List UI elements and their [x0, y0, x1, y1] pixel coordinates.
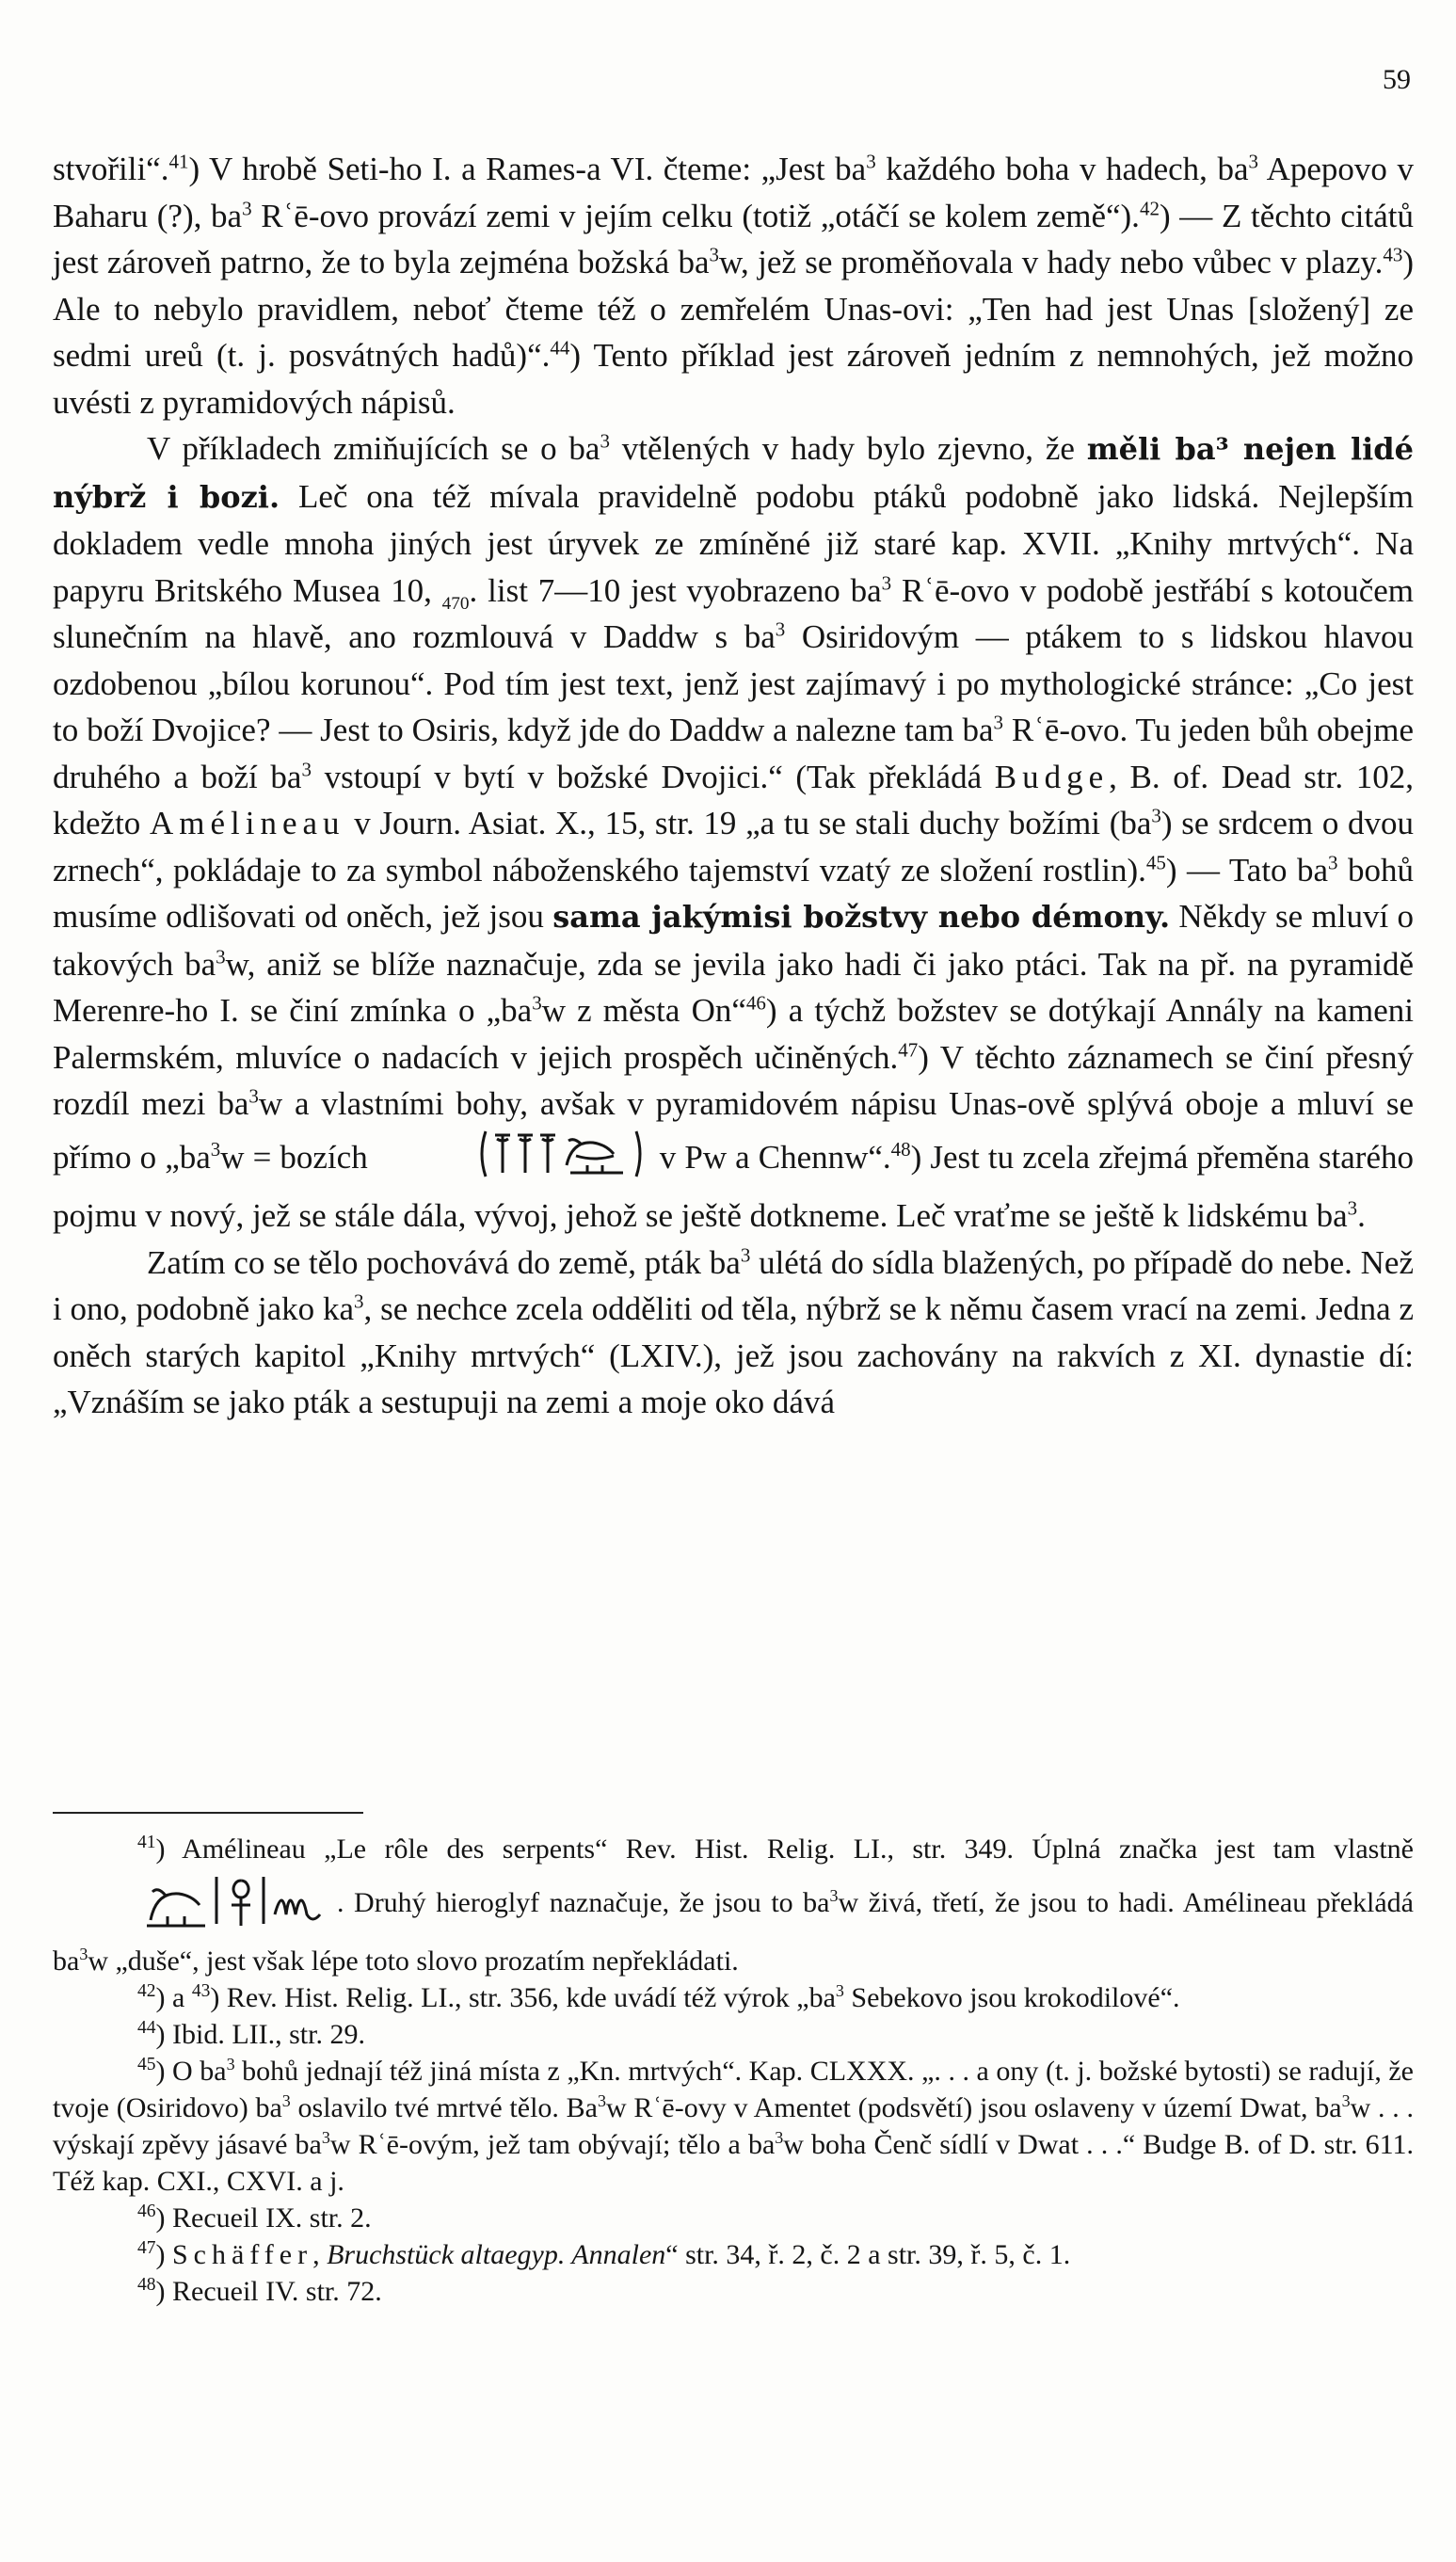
- footnote-42-43: $^{42}$) a $^{43}$) Rev. Hist. Relig. LI., str. 356, kde uvádí též výrok $„ba^3$ Sebekovo jsou krokodilové“.: [137, 1981, 1180, 2013]
- footnote-ref-45: 45: [1145, 850, 1166, 873]
- footnote-ref-44: 44: [550, 336, 570, 360]
- paragraph-3: Zatím co se tělo pochovává do země, pták $ba^3$ ulétá do sídla blažených, po případě do nebe. Než i ono, podobně jako $ka^3$, se nechce zcela odděliti od těla, nýbrž se k němu časem vrací na zemi. Jedna z oněch starých kapitol „Knihy mrtvých“ (LXIV.), jež jsou zachovány na rakvích z XI. dynastie dí: „Vznáším se jako pták a sestupuji na zemi a moje oko dává: [53, 1242, 1414, 1420]
- paragraph-2: V příkladech zmiňujících se o $ba^3$ vtělených v hady bylo zjevno, že měli ba³ nejen lidé nýbrž i bozi. Leč ona též mívala pravidelně podobu ptáků podobně jako lidská. Nejlepším dokladem vedle mnoha jiných jest úryvek ze zmíněné již staré kap. XVII. „Knihy mrtvých“. Na papyru Britského Musea 10, $_{470}$. list 7—10 jest vyobrazeno $ba^3$ Rʿē-ovo v podobě jestřábí s kotoučem slunečním na hlavě, ano rozmlouvá v Daddw s $ba^3$ Osiridovým — ptákem to s lidskou hlavou ozdobenou „bílou korunou“. Pod tím jest text, jenž jest zajímavý i po mythologické stránce: „Co jest to boží Dvojice? — Jest to Osiris, když jde do Daddw a nalezne tam $ba^3$ Rʿē-ovo. Tu jeden bůh obejme druhého a boží $ba^3$ vstoupí v bytí v božské Dvojici.“ (Tak překládá Budge, B. of. Dead str. 102, kdežto Amélineau v Journ. Asiat. X., 15, str. 19 „a tu se stali duchy božími $(ba^3)$ se srdcem o dvou zrnech“, pokládaje to za symbol náboženského tajemství vzatý ze složení rostlin).$^{45}$) — Tato $ba^3$ bohů musíme odlišovati od oněch, jež jsou sama jakýmisi božstvy nebo démony. Někdy se mluví o takových $ba^3w$, aniž se blíže naznačuje, zda se jevila jako hadi či jako ptáci. Tak na př. na pyramidě Merenre-ho I. se činí zmínka o $„ba^3w$ z města On“$^{46}$) a týchž božstev se dotýkají Annály na kameni Palermském, mluvíce o nadacích v jejich prospěch učiněných.$^{47}$) V těchto záznamech se činí přesný rozdíl mezi $ba^3w$ a vlastními bohy, avšak v pyramidovém nápisu Unas-ově splývá oboje a mluví se přímo o $„ba^3w$ = bozích v Pw a Chennw“.$^{48}$) Jest tu zcela zřejmá přeměna starého pojmu v nový, jež se stále dála, vývoj, jehož se ještě dotkneme. Leč vraťme se ještě k lidskému $ba^3$.: [53, 429, 1415, 1234]
- footnote-divider: [53, 1812, 363, 1814]
- main-text: [53, 146, 1414, 1426]
- footnote-ref-43: 43: [1383, 243, 1403, 266]
- footnote-47: $^{47}$) Schäffer, Bruchstück altaegyp. Annalen“ str. 34, ř. 2, č. 2 a str. 39, ř. 5, č. 1.: [137, 2238, 1071, 2270]
- footnote-ref-48: 48: [890, 1137, 911, 1161]
- emphasis-gods-have-ba: měli ba³ nejen lidé nýbrž i bozi.: [53, 431, 1415, 515]
- footnote-41: $^{41}$) Amélineau „Le rôle des serpents“ Rev. Hist. Relig. LI., str. 349. Úplná značka jest tam vlastně . Druhý hieroglyf naznačuje, že jsou to $ba^3w$ živá, třetí, že jsou to hadi. Amélineau překládá $ba^3w$ „duše“, jest však lépe toto slovo prozatím nepřekládati.: [53, 1833, 1414, 1977]
- author-budge: Budge: [994, 758, 1110, 795]
- paragraph-1: stvořili“.$^{41}$) V hrobě Seti-ho I. a Rames-a VI. čteme: „Jest $ba^3$ každého boha v hadech, $ba^3$ Apepovo v Baharu (?), $ba^3$ Rʿē-ovo provází zemi v jejím celku (totiž „otáčí se kolem země“).$^{42}$) — Z těchto citátů jest zároveň patrno, že to byla zejména božská $ba^3w$, jež se proměňovala v hady nebo vůbec v plazy.$^{43}$) Ale to nebylo pravidlem, neboť čteme též o zemřelém Unas-ovi: „Ten had jest Unas [složený] ze sedmi ureů (t. j. posvátných hadů)“.$^{44}$) Tento příklad jest zároveň jedním z nemnohých, jež možno uvésti z pyramidových nápisů.: [53, 150, 1415, 421]
- page-number: 59: [1383, 64, 1411, 95]
- footnote-ref-46: 46: [745, 991, 766, 1015]
- footnotes: [53, 1831, 1414, 2310]
- author-amelineau: Amélineau: [149, 805, 345, 841]
- footnote-ref-42: 42: [1139, 196, 1160, 219]
- hieroglyph-gods-ba-icon: [382, 1128, 646, 1193]
- footnote-46: $^{46}$) Recueil IX. str. 2.: [137, 2202, 372, 2234]
- footnote-ref-47: 47: [898, 1037, 919, 1061]
- footnote-48: $^{48}$) Recueil IV. str. 72.: [137, 2275, 382, 2307]
- emphasis-demons: sama jakýmisi božstvy nebo démony.: [552, 899, 1171, 935]
- footnote-45: $^{45}$) O $ba^3$ bohů jednají též jiná místa z „Kn. mrtvých“. Kap. CLXXX. „. . . a ony (t. j. božské bytosti) se radují, že tvoje (Osiridovo) $ba^3$ oslavilo tvé mrtvé tělo. Ba$^3$w Rʿē-ovy v Amentet (podsvětí) jsou oslaveny v území Dwat, $ba^3w$ . . . výskají zpěvy jásavé $ba^3w$ Rʿē-ovým, jež tam obývají; tělo a $ba^3w$ boha Čenč sídlí v Dwat . . .“ Budge B. of D. str. 611. Též kap. CXI., CXVI. a j.: [53, 2055, 1415, 2197]
- work-title: Bruchstück altaegyp. Annalen: [327, 2239, 666, 2270]
- author-schaffer: Schäffer: [172, 2239, 313, 2270]
- footnote-ref-41: 41: [168, 150, 189, 173]
- hieroglyph-ba-sign-icon: [58, 1867, 331, 1943]
- footnote-44: $^{44}$) Ibid. LII., str. 29.: [137, 2018, 365, 2050]
